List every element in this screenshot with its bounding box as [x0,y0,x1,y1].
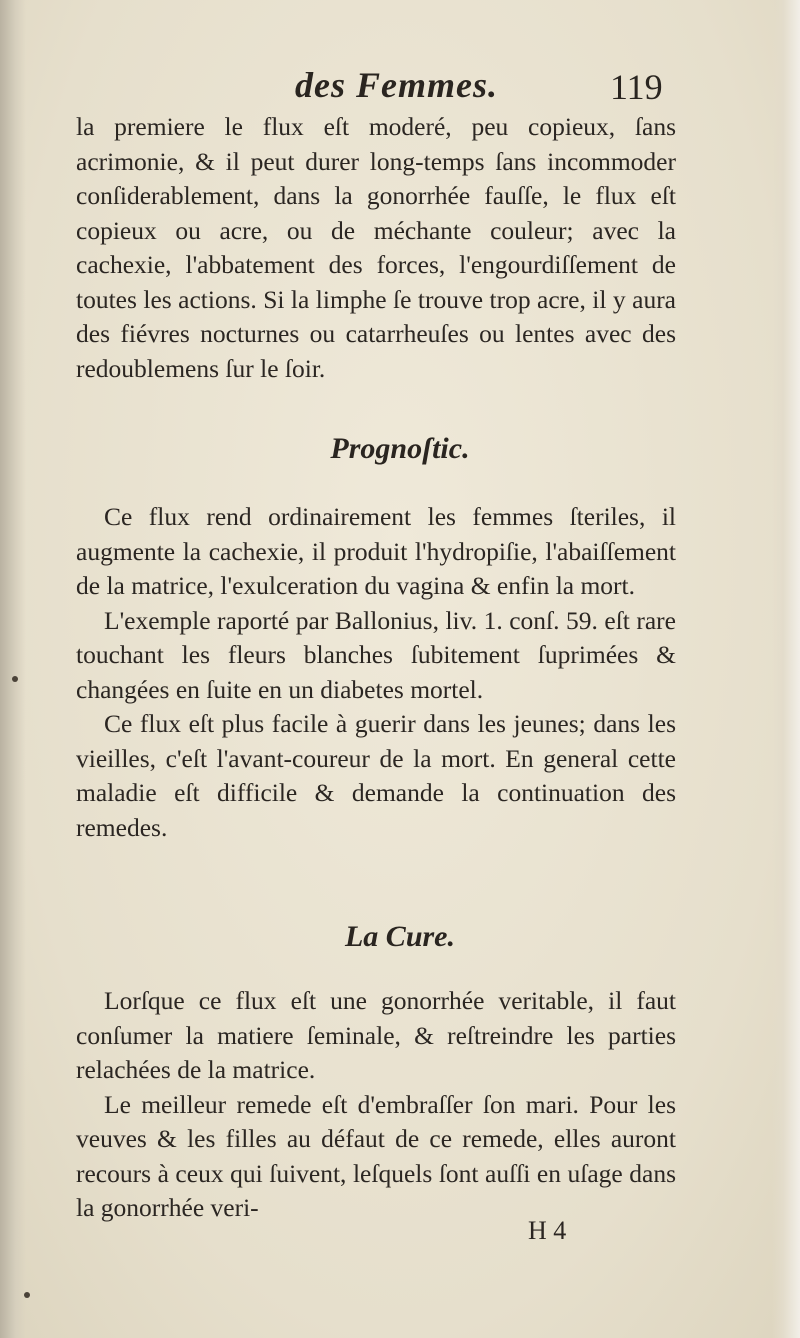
section-heading-prognostic: Prognoſtic. [330,432,470,465]
paragraph: Lorſque ce flux eſt une gonorrhée veritable, il faut conſumer la matiere ſeminale, & reſtreindre les parties relachées de la matrice. [76,986,676,1084]
paragraph: Ce flux rend ordinairement les femmes ſteriles, il augmente la cachexie, il produit l'hydropiſie, l'abaiſſement de la matrice, l'exulceration du vagina & enfin la mort. [76,502,676,600]
signature-mark: H 4 [528,1216,567,1245]
page-gutter-shadow [0,0,26,1338]
ink-spot [12,676,18,682]
page-edge [772,0,800,1338]
text-block-symptoms [76,110,676,386]
paragraph: Le meilleur remede eſt d'embraſſer ſon mari. Pour les veuves & les filles au défaut de ce remede, elles auront recours à ceux qui ſuivent, leſquels ſont auſſi en uſage dans la gonorrhée veri- [76,1089,676,1222]
paragraph: la premiere le flux eſt moderé, peu copieux, ſans acrimonie, & il peut durer long-temps ſans incommoder conſiderablement, dans la gonorrhée fauſſe, le flux eſt copieux ou acre, ou de méchante couleur; avec la cachexie, l'abbatement des forces, l'engourdiſſement de toutes les actions. Si la limphe ſe trouve trop acre, il y aura des fiévres nocturnes ou catarrheuſes ou lentes avec des redoublemens ſur le ſoir. [76,112,676,383]
section-heading-cure: La Cure. [344,920,455,953]
text-block-cure [76,984,676,1226]
paragraph: L'exemple raporté par Ballonius, liv. 1. conſ. 59. eſt rare touchant les fleurs blanches ſubitement ſuprimées & changées en ſuite en un diabetes mortel. [76,605,676,704]
running-head-title: des Femmes. [295,65,498,105]
paragraph: Ce flux eſt plus facile à guerir dans les jeunes; dans les vieilles, c'eſt l'avant-coureur de la mort. En general cette maladie eſt difficile & demande la continuation des remedes. [76,709,676,842]
text-block-prognostic [76,500,676,845]
running-head [0,64,800,114]
ink-spot [24,1292,30,1298]
page-number: 119 [610,67,663,107]
